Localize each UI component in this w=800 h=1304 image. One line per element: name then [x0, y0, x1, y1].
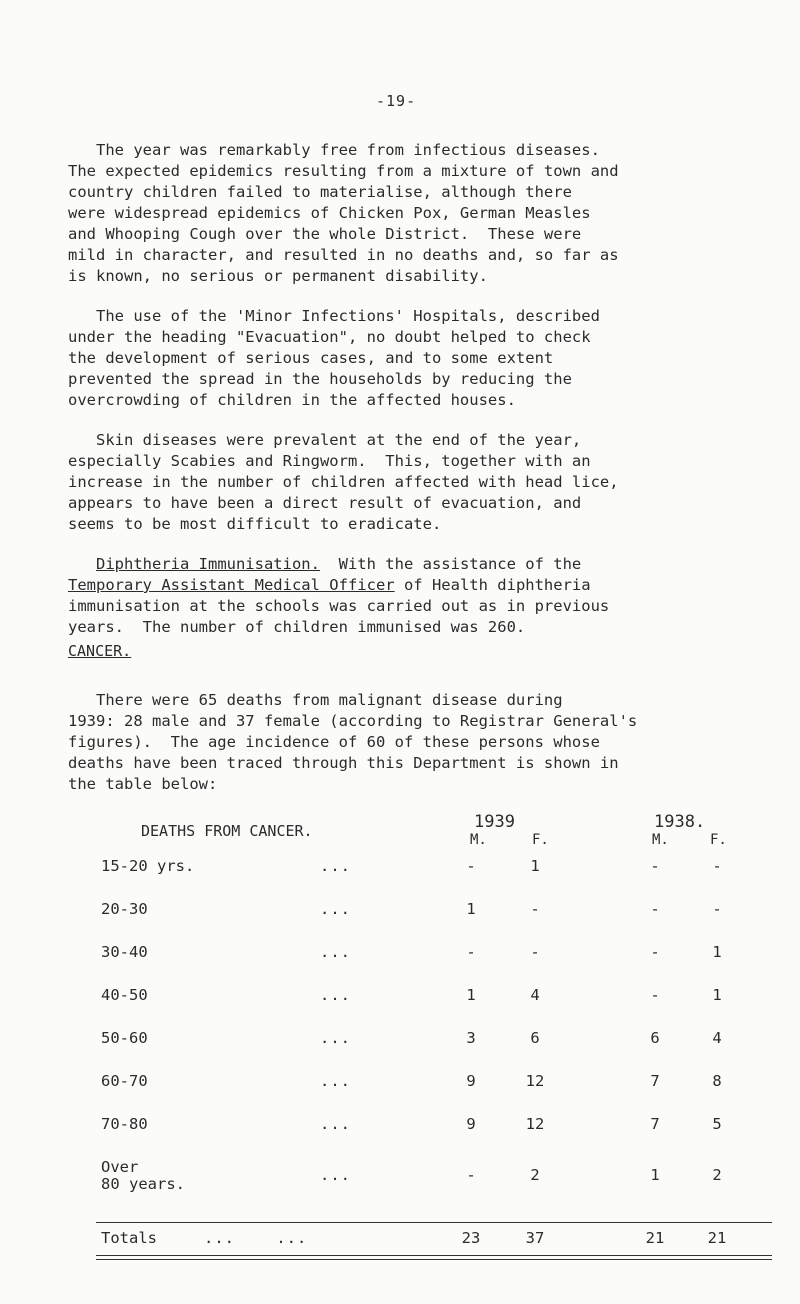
text-line: under the heading "Evacuation", no doubt helped to check — [68, 328, 591, 346]
text-line: overcrowding of children in the affected houses. — [68, 391, 516, 409]
page-number: -19- — [376, 92, 417, 110]
row-label: 20-30 — [101, 900, 148, 918]
col-header-male-1939: M. — [470, 832, 487, 848]
table-cell: 7 — [650, 1072, 660, 1090]
text-line: seems to be most difficult to eradicate. — [68, 515, 442, 533]
leader-dots: ... — [320, 1166, 351, 1184]
text-line: 1939: 28 male and 37 female (according to Registrar General's — [68, 712, 638, 730]
table-cell: 6 — [530, 1029, 540, 1047]
text-line: years. The number of children immunised was 260. — [68, 618, 526, 636]
officer-title: Temporary Assistant Medical Officer — [68, 576, 395, 594]
text-line: were widespread epidemics of Chicken Pox, German Measles — [68, 204, 591, 222]
year-1938-header: 1938. — [654, 812, 706, 832]
table-cell: 3 — [466, 1029, 476, 1047]
table-cell: - — [712, 857, 722, 875]
table-cell: - — [466, 943, 476, 961]
text-line: prevented the spread in the households by reducing the — [68, 370, 572, 388]
leader-dots: ... — [320, 943, 351, 961]
table-cell: - — [650, 943, 660, 961]
table-cell: 1 — [466, 900, 476, 918]
row-label: 40-50 — [101, 986, 148, 1004]
text-line: The expected epidemics resulting from a mixture of town and — [68, 162, 619, 180]
row-label: 70-80 — [101, 1115, 148, 1133]
text-fragment: of Health diphtheria — [394, 576, 591, 594]
text-line: appears to have been a direct result of evacuation, and — [68, 494, 582, 512]
row-label: 50-60 — [101, 1029, 148, 1047]
table-cell: 4 — [712, 1029, 722, 1047]
text-line: increase in the number of children affected with head lice, — [68, 473, 619, 491]
leader-dots: ... — [320, 1115, 351, 1133]
text-line: The year was remarkably free from infectious diseases. — [68, 141, 600, 159]
text-line: mild in character, and resulted in no deaths and, so far as — [68, 246, 619, 264]
total-male-1938: 21 — [645, 1229, 665, 1247]
total-male-1939: 23 — [461, 1229, 481, 1247]
text-fragment: With the assistance of the — [319, 555, 582, 573]
leader-dots: ... — [320, 900, 351, 918]
table-cell: - — [530, 900, 540, 918]
text-line: immunisation at the schools was carried out as in previous — [68, 597, 610, 615]
text-line: deaths have been traced through this Department is shown in — [68, 754, 619, 772]
text-line: and Whooping Cough over the whole District. These were — [68, 225, 582, 243]
leader-dots: ... — [320, 1072, 351, 1090]
table-cell: 2 — [712, 1166, 722, 1184]
text-line: figures). The age incidence of 60 of these persons whose — [68, 733, 600, 751]
row-label: 60-70 — [101, 1072, 148, 1090]
totals-dots: ... ... — [204, 1229, 308, 1247]
table-cell: 9 — [466, 1115, 476, 1133]
totals-rule — [96, 1222, 772, 1223]
table-cell: 8 — [712, 1072, 722, 1090]
total-female-1939: 37 — [525, 1229, 545, 1247]
table-cell: 12 — [525, 1115, 545, 1133]
cancer-heading: CANCER. — [68, 642, 132, 660]
table-cell: 1 — [712, 986, 722, 1004]
col-header-female-1938: F. — [710, 832, 727, 848]
leader-dots: ... — [320, 1029, 351, 1047]
text-line: Skin diseases were prevalent at the end of the year, — [68, 431, 582, 449]
table-cell: 4 — [530, 986, 540, 1004]
table-cell: 1 — [530, 857, 540, 875]
row-label: 15-20 yrs. — [101, 857, 195, 875]
table-cell: 6 — [650, 1029, 660, 1047]
table-cell: - — [650, 986, 660, 1004]
col-header-female-1939: F. — [532, 832, 549, 848]
table-cell: - — [650, 900, 660, 918]
leader-dots: ... — [320, 986, 351, 1004]
table-title: DEATHS FROM CANCER. — [141, 822, 313, 840]
col-header-male-1938: M. — [652, 832, 669, 848]
total-female-1938: 21 — [707, 1229, 727, 1247]
table-cell: 5 — [712, 1115, 722, 1133]
row-label: 30-40 — [101, 943, 148, 961]
table-cell: 2 — [530, 1166, 540, 1184]
table-cell: - — [466, 857, 476, 875]
text-line: the table below: — [68, 775, 218, 793]
table-cell: 9 — [466, 1072, 476, 1090]
table-cell: 1 — [712, 943, 722, 961]
totals-label: Totals — [101, 1229, 157, 1247]
text-line: country children failed to materialise, although there — [68, 183, 572, 201]
table-cell: 1 — [650, 1166, 660, 1184]
text-line: especially Scabies and Ringworm. This, together with an — [68, 452, 591, 470]
table-cell: 7 — [650, 1115, 660, 1133]
text-line: is known, no serious or permanent disability. — [68, 267, 488, 285]
row-label-continued: 80 years. — [101, 1175, 185, 1193]
leader-dots: ... — [320, 857, 351, 875]
table-cell: - — [530, 943, 540, 961]
table-cell: - — [466, 1166, 476, 1184]
bottom-rule-2 — [96, 1259, 772, 1260]
text-line: There were 65 deaths from malignant disease during — [68, 691, 563, 709]
diphtheria-heading: Diphtheria Immunisation. — [96, 555, 320, 573]
table-cell: 12 — [525, 1072, 545, 1090]
table-cell: - — [712, 900, 722, 918]
table-cell: 1 — [466, 986, 476, 1004]
text-line: the development of serious cases, and to some extent — [68, 349, 554, 367]
text-line: The use of the 'Minor Infections' Hospitals, described — [68, 307, 600, 325]
bottom-rule-1 — [96, 1255, 772, 1256]
table-cell: - — [650, 857, 660, 875]
row-label: Over — [101, 1158, 139, 1176]
year-1939-header: 1939 — [474, 812, 515, 832]
